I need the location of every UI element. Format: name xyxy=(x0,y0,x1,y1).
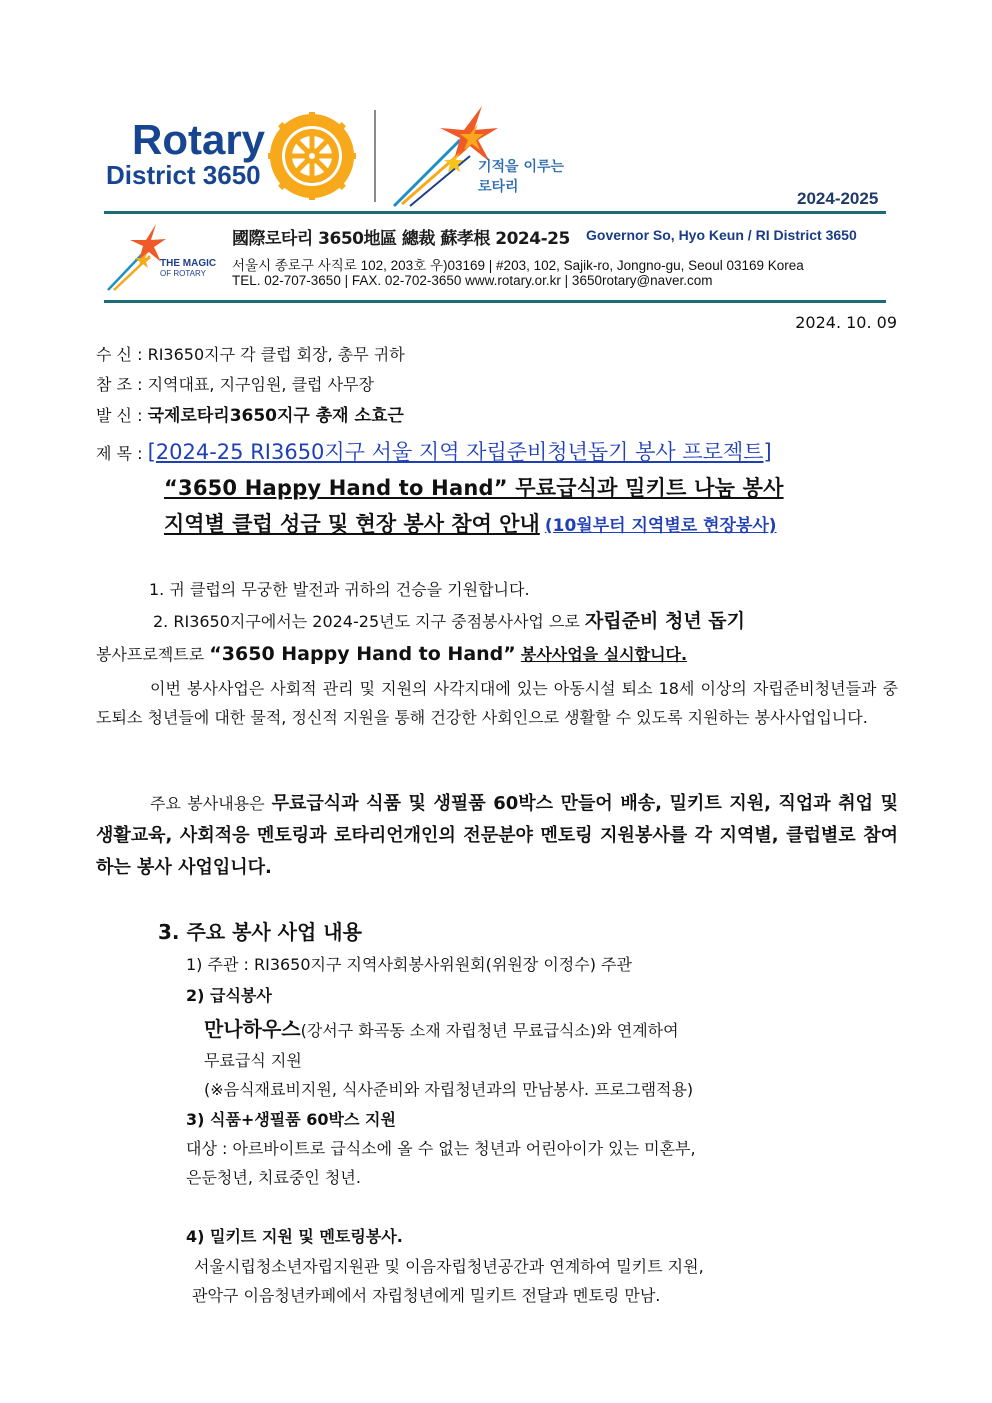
paragraph-2b-tail: 봉사사업을 실시합니다. xyxy=(520,645,688,664)
paragraph-4 xyxy=(96,788,898,884)
subject-line-2: “3650 Happy Hand to Hand” 무료급식과 밀키트 나눔 봉사 xyxy=(164,476,784,500)
recipient-value: RI3650지구 각 클럽 회장, 총무 귀하 xyxy=(147,345,405,364)
office-address: 서울시 종로구 사직로 102, 203호 우)03169 | #203, 102, Sajik-ro, Jongno-gu, Seoul 03169 Korea xyxy=(232,258,804,273)
paragraph-2-emphasis: 자립준비 청년 돕기 xyxy=(584,610,746,632)
paragraph-2b-project-name: “3650 Happy Hand to Hand” xyxy=(209,643,516,665)
item-2-line-3: (※음식재료비지원, 식사준비와 자립청년과의 만남봉사. 프로그램적용) xyxy=(204,1080,694,1099)
item-4-line-1: 서울시립청소년자립지원관 및 이음자립청년공간과 연계하여 밀키트 지원, xyxy=(194,1257,704,1276)
item-2-detail: (강서구 화곡동 소재 자립청년 무료급식소)와 연계하여 xyxy=(300,1021,679,1040)
subject-row xyxy=(96,436,772,466)
rotary-wordmark: Rotary xyxy=(132,116,266,163)
magic-of-rotary-title: THE MAGIC xyxy=(160,258,217,269)
paragraph-2-line-1 xyxy=(153,606,745,633)
subject-line-3: 지역별 클럽 성금 및 현장 봉사 참여 안내 xyxy=(164,512,540,536)
paragraph-1: 1. 귀 클럽의 무궁한 발전과 귀하의 건승을 기원합니다. xyxy=(149,580,530,599)
sender-label: 발 신 : xyxy=(96,406,143,425)
sender-value: 국제로타리3650지구 총재 소효근 xyxy=(147,406,404,426)
paragraph-4-emphasis: 무료급식과 식품 및 생필품 60박스 만들어 배송, 밀키트 지원, 직업과 취업 및 생활교육, 사회적응 멘토링과 로타리언개인의 전문분야 멘토링 지원봉사를 각 지역별, 클럽별로 참여하는 봉사 사업입니다. xyxy=(96,793,898,878)
district-wordmark: District 3650 xyxy=(106,160,261,190)
document-date: 2024. 10. 09 xyxy=(795,313,897,332)
governor-title-english: Governor So, Hyo Keun / RI District 3650 xyxy=(586,227,857,243)
item-2-title: 2) 급식봉사 xyxy=(186,986,272,1005)
paragraph-2b-text: 봉사프로젝트로 xyxy=(96,645,205,664)
slogan-line-1: 기적을 이루는 xyxy=(478,159,565,175)
item-3-title: 3) 식품+생필품 60박스 지원 xyxy=(186,1110,396,1129)
governor-title-korean: 國際로타리 3650地區 總裁 蘇孝根 2024-25 xyxy=(232,229,570,249)
paragraph-2-text: 2. RI3650지구에서는 2024-25년도 지구 중점봉사사업 으로 xyxy=(153,612,580,631)
header-rule-bottom xyxy=(104,300,886,303)
section-3-title: 3. 주요 봉사 사업 내용 xyxy=(158,920,362,944)
reference-value: 지역대표, 지구임원, 클럽 사무장 xyxy=(147,375,374,394)
item-4-title: 4) 밀키트 지원 및 멘토링봉사. xyxy=(186,1227,403,1246)
subject-line-3-note: (10월부터 지역별로 현장봉사) xyxy=(544,516,777,536)
rotary-wheel-logo-icon xyxy=(268,112,356,200)
reference-row xyxy=(96,372,374,395)
reference-label: 참 조 : xyxy=(96,375,143,394)
item-4-line-2: 관악구 이음청년카페에서 자립청년에게 밀키트 전달과 멘토링 만남. xyxy=(192,1286,661,1305)
office-contact: TEL. 02-707-3650 | FAX. 02-702-3650 www.rotary.or.kr | 3650rotary@naver.com xyxy=(232,273,713,288)
manna-house-name: 만나하우스 xyxy=(204,1017,301,1041)
rotary-year: 2024-2025 xyxy=(797,189,879,208)
magic-star-small-icon xyxy=(106,222,168,292)
recipient-label: 수 신 : xyxy=(96,345,143,364)
header-divider xyxy=(374,110,376,202)
paragraph-3: 이번 봉사사업은 사회적 관리 및 지원의 사각지대에 있는 아동시설 퇴소 18세 이상의 자립준비청년들과 중도퇴소 청년들에 대한 물적, 정신적 지원을 통해 건강한 사회인으로 생활할 수 있도록 지원하는 봉사사업입니다. xyxy=(96,679,898,727)
subject-line-3-row xyxy=(164,508,777,538)
paragraph-2-line-2 xyxy=(96,642,687,665)
subject-line-1: [2024-25 RI3650지구 서울 지역 자립준비청년돕기 봉사 프로젝트] xyxy=(147,440,772,464)
item-3-line-2: 은둔청년, 치료중인 청년. xyxy=(186,1168,361,1187)
header-rule-top xyxy=(104,211,886,214)
subject-label: 제 목 : xyxy=(96,444,143,463)
magic-of-rotary-sub: OF ROTARY xyxy=(160,269,206,278)
sender-row xyxy=(96,401,404,426)
item-2-line-2: 무료급식 지원 xyxy=(204,1051,302,1070)
item-1: 1) 주관 : RI3650지구 지역사회봉사위원회(위원장 이정수) 주관 xyxy=(186,955,632,974)
item-2-line-1 xyxy=(204,1013,679,1042)
paragraph-4-text: 주요 봉사내용은 xyxy=(150,794,265,813)
item-3-line-1: 대상 : 아르바이트로 급식소에 올 수 없는 청년과 어린아이가 있는 미혼부, xyxy=(186,1139,696,1158)
recipient-row xyxy=(96,342,405,365)
slogan-line-2: 로타리 xyxy=(478,179,519,195)
